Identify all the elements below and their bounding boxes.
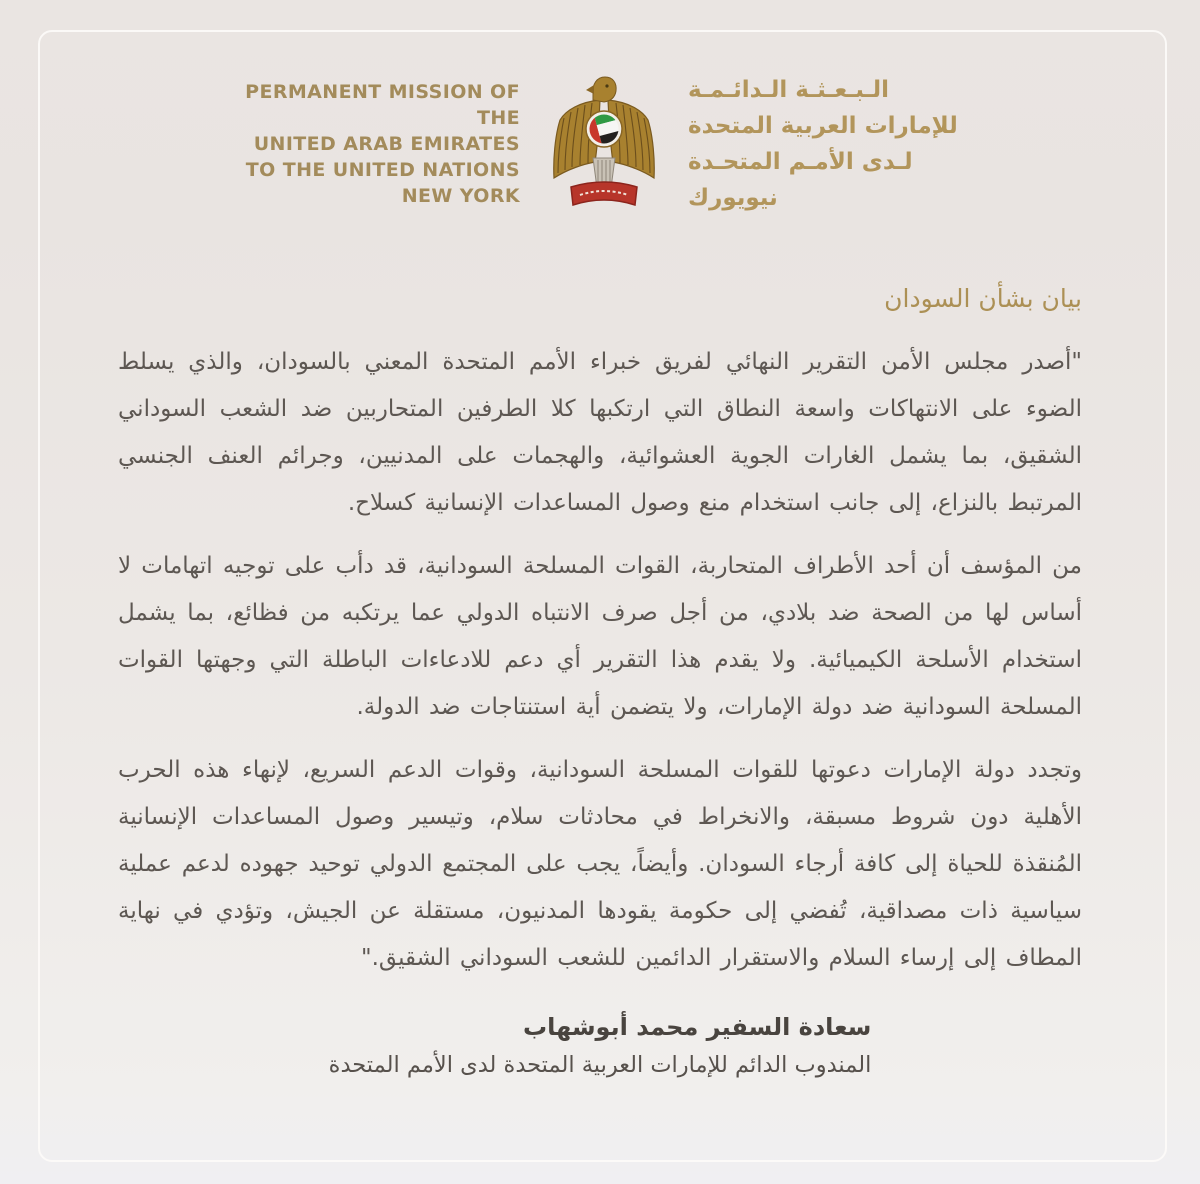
mission-ar-line: للإمارات العربية المتحدة xyxy=(688,113,958,139)
uae-falcon-emblem-icon xyxy=(544,74,664,214)
signature-name: سعادة السفير محمد أبوشهاب xyxy=(522,1013,872,1041)
mission-en-line: PERMANENT MISSION OF THE xyxy=(245,81,520,129)
statement-paragraph: وتجدد دولة الإمارات دعوتها للقوات المسلحة السودانية، وقوات الدعم السريع، لإنهاء هذه الحرب الأهلية دون شروط مسبقة، والانخراط في محادثات سلام، وتيسير وصول المساعدات الإنسانية المُنقذة للحياة إلى كافة أرجاء السودان. وأيضاً، يجب على المجتمع الدولي توحيد جهوده لدعم عملية سياسية ذات مصداقية، تُفضي إلى حكومة يقودها المدنيون، مستقلة عن الجيش، وتؤدي في نهاية المطاف إلى إرساء السلام والاستقرار الدائمين للشعب السوداني الشقيق." xyxy=(118,757,1082,971)
mission-name-arabic xyxy=(688,72,980,216)
statement-body xyxy=(0,339,1200,982)
letterhead xyxy=(0,0,1200,216)
mission-en-line: NEW YORK xyxy=(401,185,520,207)
mission-ar-line: لـدى الأمـم المتحـدة xyxy=(688,149,913,175)
statement-paragraph: "أصدر مجلس الأمن التقرير النهائي لفريق خبراء الأمم المتحدة المعني بالسودان، والذي يسلط الضوء على الانتهاكات واسعة النطاق التي ارتكبها كلا الطرفين المتحاربين ضد الشعب السوداني الشقيق، بما يشمل الغارات الجوية العشوائية، والهجمات على المدنيين، وجرائم العنف الجنسي المرتبط بالنزاع، إلى جانب استخدام منع وصول المساعدات الإنسانية كسلاح. xyxy=(118,349,1082,516)
statement-title: بيان بشأن السودان xyxy=(884,284,1082,313)
mission-name-english xyxy=(220,79,520,209)
statement-paragraph: من المؤسف أن أحد الأطراف المتحاربة، القوات المسلحة السودانية، قد دأب على توجيه اتهامات لا أساس لها من الصحة ضد بلادي، من أجل صرف الانتباه الدولي عما يرتكبه من فظائع، بما يشمل استخدام الأسلحة الكيميائية. ولا يقدم هذا التقرير أي دعم للادعاءات الباطلة التي وجهتها القوات المسلحة السودانية ضد دولة الإمارات، ولا يتضمن أية استنتاجات ضد الدولة. xyxy=(118,553,1082,720)
mission-ar-line: الـبـعـثـة الـدائـمـة xyxy=(688,77,889,103)
mission-en-line: UNITED ARAB EMIRATES xyxy=(253,133,520,155)
signature-block xyxy=(329,1008,872,1084)
mission-en-line: TO THE UNITED NATIONS xyxy=(245,159,520,181)
signature-role: المندوب الدائم للإمارات العربية المتحدة لدى الأمم المتحدة xyxy=(328,1052,872,1078)
mission-ar-line: نيويورك xyxy=(688,185,778,211)
